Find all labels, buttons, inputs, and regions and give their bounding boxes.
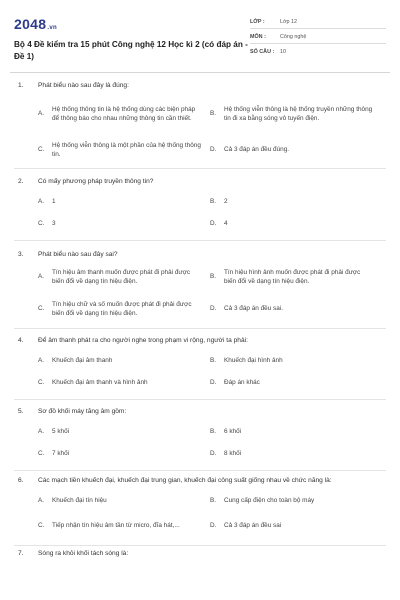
question-text: [18, 177, 382, 187]
option-letter: A.: [38, 273, 45, 281]
question-body: Các mạch tiền khuếch đại, khuếch đại trung gian, khuếch đại công suất giống nhau về chức năng là:: [38, 477, 332, 484]
header: [14, 0, 386, 72]
option-letter: A.: [38, 357, 45, 365]
option-text: Tiếp nhận tín hiệu âm tần từ micro, đĩa hát,...: [52, 522, 180, 530]
option-b[interactable]: [210, 264, 382, 290]
option-letter: C.: [38, 379, 45, 387]
question-2: [14, 169, 386, 241]
question-5: [14, 400, 386, 471]
option-letter: B.: [210, 198, 217, 206]
option-a[interactable]: [38, 422, 210, 442]
meta-row-grade: [250, 17, 386, 29]
option-letter: B.: [210, 273, 217, 281]
option-letter: D.: [210, 522, 217, 530]
options: [18, 264, 382, 324]
option-text: Tín hiệu chữ và số muốn được phát đi phải được biến đổi về dạng tín hiệu điện.: [52, 300, 192, 317]
option-letter: C.: [38, 450, 45, 458]
option-b[interactable]: [210, 422, 382, 442]
meta-info: [250, 17, 386, 72]
option-letter: A.: [38, 198, 45, 206]
options: [18, 192, 382, 236]
option-letter: A.: [38, 428, 45, 436]
meta-value: 10: [280, 49, 286, 55]
question-body: Sơ đồ khối máy tăng âm gồm:: [38, 408, 127, 415]
option-letter: D.: [210, 379, 217, 387]
option-text: Cả 3 đáp án đều đúng.: [224, 146, 290, 154]
question-text: [18, 81, 382, 91]
meta-row-subject: [250, 32, 386, 44]
question-number: 6.: [18, 477, 24, 484]
option-b[interactable]: [210, 192, 382, 212]
option-letter: C.: [38, 220, 45, 228]
option-c[interactable]: [38, 212, 210, 236]
question-text: [18, 250, 382, 260]
question-body: Phát biểu nào sau đây là đúng:: [38, 82, 129, 89]
question-number: 1.: [18, 82, 24, 89]
option-text: 5 khối: [52, 428, 70, 436]
option-text: Cả 3 đáp án đều sai.: [224, 305, 283, 313]
option-d[interactable]: [210, 442, 382, 466]
option-text: 3: [52, 220, 56, 228]
question-body: Có mấy phương pháp truyền thông tin?: [38, 178, 154, 185]
option-text: Cả 3 đáp án đều sai: [224, 522, 282, 530]
option-d[interactable]: [210, 294, 382, 324]
option-text: Hệ thống viễn thông là hệ thống truyền những thông tin đi xa bằng sóng vô tuyến điện.: [224, 105, 373, 122]
meta-label: MÔN :: [250, 34, 266, 40]
option-text: 7 khối: [52, 450, 70, 458]
options: [18, 351, 382, 395]
question-4: [14, 329, 386, 400]
option-letter: B.: [210, 497, 217, 505]
option-b[interactable]: [210, 491, 382, 511]
logo-suffix: .vn: [47, 25, 57, 31]
options: [18, 491, 382, 541]
option-letter: A.: [38, 110, 45, 118]
question-number: 3.: [18, 251, 24, 258]
option-text: Khuếch đại âm thanh và hình ảnh: [52, 379, 148, 387]
options: [18, 96, 382, 164]
option-letter: B.: [210, 428, 217, 436]
question-text: [18, 549, 382, 559]
option-letter: D.: [210, 450, 217, 458]
option-letter: B.: [210, 357, 217, 365]
option-text: Đáp án khác: [224, 379, 260, 387]
question-number: 2.: [18, 178, 24, 185]
question-3: [14, 241, 386, 329]
option-text: Khuếch đại tín hiệu: [52, 497, 107, 505]
option-b[interactable]: [210, 351, 382, 371]
question-6: [14, 471, 386, 546]
option-letter: D.: [210, 220, 217, 228]
option-text: Khuếch đại âm thanh: [52, 357, 113, 365]
option-text: 4: [224, 220, 228, 228]
question-body: Để âm thanh phát ra cho người nghe trong phạm vi rộng, người ta phải:: [38, 337, 248, 344]
question-7: [14, 546, 386, 559]
options: [18, 422, 382, 466]
option-letter: C.: [38, 146, 45, 154]
meta-row-count: [250, 47, 386, 58]
question-body: Sóng ra khỏi khối tách sóng là:: [38, 550, 129, 557]
option-d[interactable]: [210, 212, 382, 236]
option-text: Cung cấp điện cho toàn bộ máy: [224, 497, 315, 505]
question-body: Phát biểu nào sau đây sai?: [38, 251, 118, 258]
option-text: 1: [52, 198, 56, 206]
option-text: Hệ thống thông tin là hệ thống dùng các biện pháp để thông báo cho nhau những thông tin cần thiết.: [52, 105, 196, 122]
question-number: 4.: [18, 337, 24, 344]
option-d[interactable]: [210, 136, 382, 164]
logo-main: 2048: [14, 16, 47, 32]
question-text: [18, 336, 382, 346]
option-text: Tín hiệu hình ảnh muốn được phát đi phải được biến đổi về dạng tín hiệu điện.: [224, 268, 361, 285]
option-text: 6 khối: [224, 428, 242, 436]
option-letter: C.: [38, 305, 45, 313]
option-c[interactable]: [38, 371, 210, 395]
option-a[interactable]: [38, 264, 210, 290]
option-c[interactable]: [38, 136, 210, 164]
option-a[interactable]: [38, 96, 210, 132]
option-c[interactable]: [38, 294, 210, 324]
question-text: [18, 476, 382, 486]
document-title: Bộ 4 Đề kiểm tra 15 phút Công nghệ 12 Học kì 2 (có đáp án - Đề 1): [14, 40, 248, 61]
option-text: Tín hiệu âm thanh muốn được phát đi phải được biến đổi về dạng tín hiệu điện.: [52, 268, 191, 285]
option-text: 8 khối: [224, 450, 242, 458]
option-a[interactable]: [38, 351, 210, 371]
option-letter: B.: [210, 110, 217, 118]
meta-value: Công nghệ: [280, 34, 307, 40]
option-a[interactable]: [38, 192, 210, 212]
option-text: Hệ thống viễn thông là một phần của hệ thống thông tin.: [52, 141, 201, 158]
question-text: [18, 407, 382, 417]
option-d[interactable]: [210, 371, 382, 395]
question-1: [14, 73, 386, 169]
meta-label: SỐ CÂU :: [250, 49, 275, 55]
option-c[interactable]: [38, 511, 210, 541]
option-a[interactable]: [38, 491, 210, 511]
option-d[interactable]: [210, 511, 382, 541]
question-number: 5.: [18, 408, 24, 415]
meta-label: LỚP :: [250, 19, 265, 25]
site-logo[interactable]: [14, 17, 250, 35]
meta-value: Lớp 12: [280, 19, 298, 25]
option-c[interactable]: [38, 442, 210, 466]
option-b[interactable]: [210, 96, 382, 132]
option-letter: C.: [38, 522, 45, 530]
option-letter: D.: [210, 146, 217, 154]
option-text: Khuếch đại hình ảnh: [224, 357, 283, 365]
option-text: 2: [224, 198, 228, 206]
option-letter: A.: [38, 497, 45, 505]
header-left: [14, 17, 250, 72]
question-number: 7.: [18, 550, 24, 557]
option-letter: D.: [210, 305, 217, 313]
